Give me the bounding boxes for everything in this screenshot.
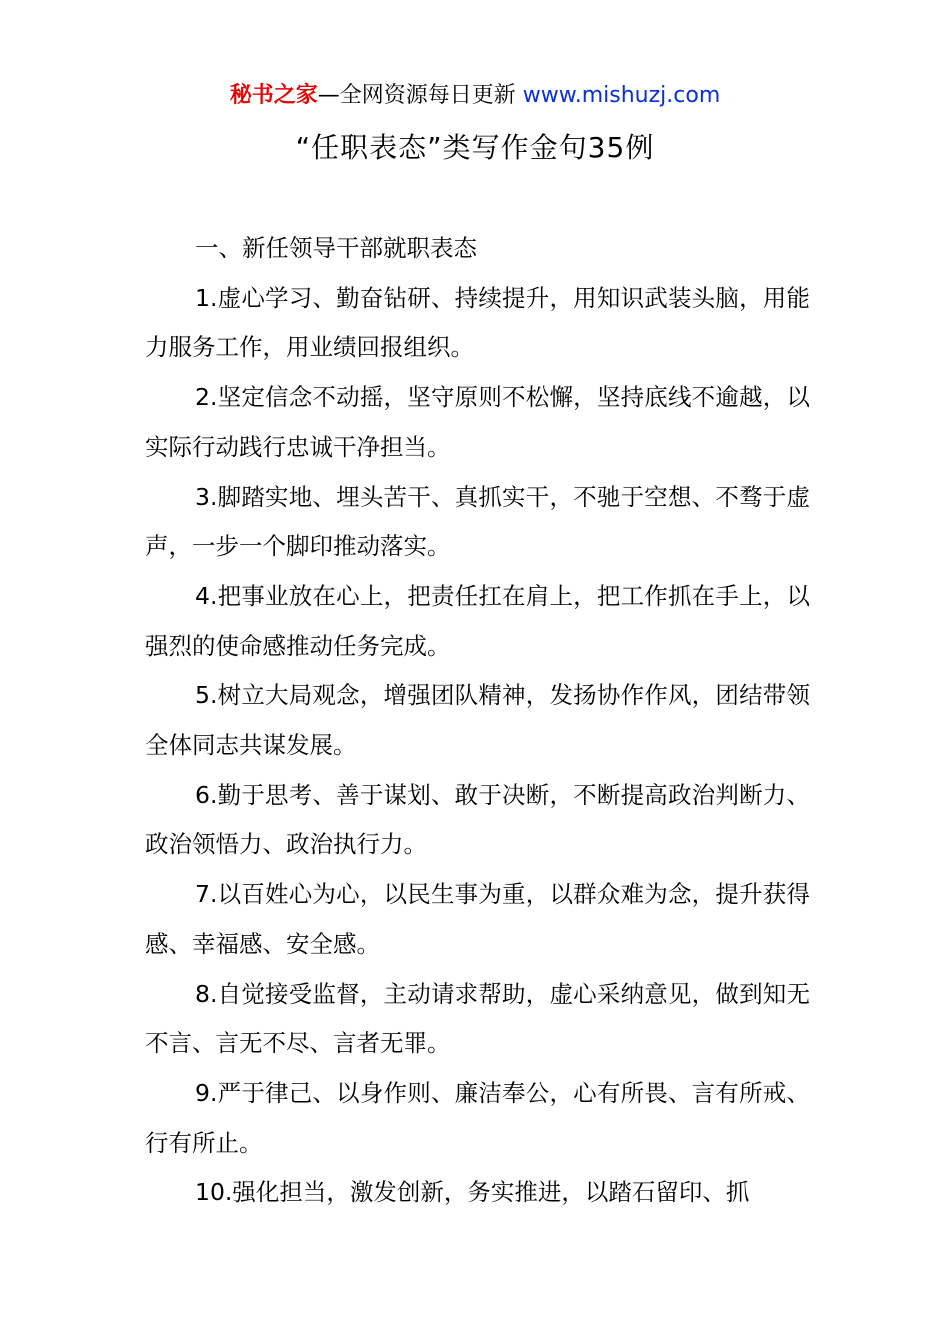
list-item: 8.自觉接受监督，主动请求帮助，虚心采纳意见，做到知无不言、言无不尽、言者无罪。 [145, 979, 810, 1058]
document-title: “任职表态”类写作金句35例 [295, 131, 655, 164]
site-tagline: —全网资源每日更新 [317, 83, 523, 108]
list-item: 10.强化担当，激发创新，务实推进，以踏石留印、抓 [195, 1178, 750, 1207]
site-url-link[interactable]: www.mishuzj.com [522, 83, 721, 108]
list-item: 7.以百姓心为心，以民生事为重，以群众难为念，提升获得感、幸福感、安全感。 [145, 880, 810, 958]
site-name: 秘书之家 [229, 83, 318, 108]
list-item: 6.勤于思考、善于谋划、敢于决断，不断提高政治判断力、政治领悟力、政治执行力。 [145, 780, 810, 859]
list-item: 4.把事业放在心上，把责任扛在肩上，把工作抓在手上，以强烈的使命感推动任务完成。 [145, 581, 810, 660]
list-item: 3.脚踏实地、埋头苦干、真抓实干，不驰于空想、不骛于虚声，一步一个脚印推动落实。 [145, 482, 810, 561]
document-body [145, 224, 810, 1218]
list-item: 9.严于律己、以身作则、廉洁奉公，心有所畏、言有所戒、行有所止。 [145, 1078, 810, 1157]
list-item: 2.坚定信念不动摇，坚守原则不松懈，坚持底线不逾越，以实际行动践行忠诚干净担当。 [145, 383, 810, 461]
section-heading: 一、新任领导干部就职表态 [195, 234, 477, 262]
list-item: 5.树立大局观念，增强团队精神，发扬协作作风，团结带领全体同志共谋发展。 [145, 681, 810, 760]
list-item: 1.虚心学习、勤奋钻研、持续提升，用知识武装头脑，用能力服务工作，用业绩回报组织。 [145, 283, 810, 362]
site-header [0, 80, 950, 112]
